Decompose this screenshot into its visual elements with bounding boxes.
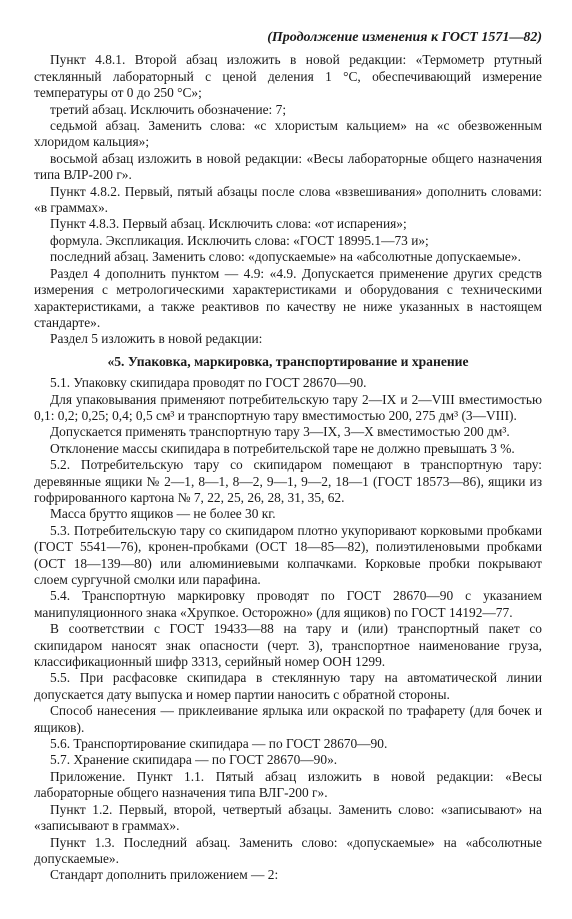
paragraph: Пункт 1.3. Последний абзац. Заменить слово: «допускаемые» на «абсолютные допускаемые». [34,834,542,866]
paragraph: формула. Экспликация. Исключить слова: «ГОСТ 18995.1—73 и»; [50,232,429,248]
paragraph: Для упаковывания применяют потребительскую тару 2—IX и 2—VIII вместимостью 0,1: 0,2; 0,25; 0,4; 0,5 см³ и транспортную тару вместимостью 200, 275 дм³ (3—VIII). [34,391,542,423]
paragraph: Пункт 1.2. Первый, второй, четвертый абзацы. Заменить слово: «записывают» на «записывают в граммах». [34,801,542,834]
paragraph: седьмой абзац. Заменить слова: «с хлористым кальцием» на «с обезвоженным хлоридом кальция»; [34,118,542,150]
paragraph: Стандарт дополнить приложением — 2: [50,867,279,883]
paragraph: Способ нанесения — приклеивание ярлыка или окраской по трафарету (для бочек и ящиков). [34,703,542,735]
paragraph: Пункт 4.8.1. Второй абзац изложить в новой редакции: «Термометр ртутный стеклянный лабораторный с ценой деления 1 °С, обеспечивающий измерение температуры от 0 до 250 °С»; [34,52,542,101]
paragraph: 5.3. Потребительскую тару со скипидаром плотно укупоривают корковыми пробками (ГОСТ 5541—76), кронен-пробками (ОСТ 18—85—82), полиэтиленовыми пробками (ОСТ 18—139—80) или алюминиевыми колпачками. Корковые пробки покрывают слоем сургучной смолки или парафина. [34,522,542,587]
paragraph: 5.2. Потребительскую тару со скипидаром помещают в транспортную тару: деревянные ящики № 2—1, 8—1, 8—2, 9—1, 9—2, 18—1 (ГОСТ 18573—86), ящики из гофрированного картона № 7, 22, 25, 26, 28, 31, 35, 62. [34,457,542,505]
paragraph: Масса брутто ящиков — не более 30 кг. [50,506,276,522]
paragraph: Пункт 4.8.3. Первый абзац. Исключить слова: «от испарения»; [50,216,407,232]
paragraph: 5.1. Упаковку скипидара проводят по ГОСТ 28670—90. [50,375,367,391]
paragraph: 5.7. Хранение скипидара — по ГОСТ 28670—90». [50,752,338,768]
paragraph: Пункт 4.8.2. Первый, пятый абзацы после слова «взвешивания» дополнить словами: «в граммах». [34,183,542,216]
paragraph: Допускается применять транспортную тару 3—IX, 3—X вместимостью 200 дм³. [50,424,510,440]
paragraph: 5.5. При расфасовке скипидара в стеклянную тару на автоматической линии допускается дату выпуска и номер партии наносить с обратной стороны. [34,670,542,702]
paragraph: восьмой абзац изложить в новой редакции: «Весы лабораторные общего назначения типа ВЛР-200 г». [34,150,542,183]
paragraph: 5.6. Транспортирование скипидара — по ГОСТ 28670—90. [50,736,388,752]
paragraph: Раздел 4 дополнить пунктом — 4.9: «4.9. Допускается применение других средств измерения с метрологическими характеристиками и оборудования с техническими характеристиками, а также реактивов по качеству не ниже указанных в настоящем стандарте». [34,265,542,330]
paragraph: Приложение. Пункт 1.1. Пятый абзац изложить в новой редакции: «Весы лабораторные общего назначения типа ВЛГ-200 г». [34,768,542,801]
paragraph: Раздел 5 изложить в новой редакции: [50,331,263,347]
paragraph: 5.4. Транспортную маркировку проводят по ГОСТ 28670—90 с указанием манипуляционного знака «Хрупкое. Осторожно» (для ящиков) по ГОСТ 14192—77. [34,588,542,620]
running-header: (Продолжение изменения к ГОСТ 1571—82) [267,30,542,45]
paragraph: третий абзац. Исключить обозначение: 7; [50,101,287,117]
paragraph: Отклонение массы скипидара в потребительской таре не должно превышать 3 %. [50,440,515,456]
paragraph: В соответствии с ГОСТ 19433—88 на тару и (или) транспортный пакет со скипидаром наносят знак опасности (черт. 3), транспортное наименование груза, классификационный шифр 3313, серийный номер ООН 1299. [34,621,542,670]
paragraph: последний абзац. Заменить слово: «допускаемые» на «абсолютные допускаемые». [50,249,521,265]
section-title: «5. Упаковка, маркировка, транспортирование и хранение [107,353,469,369]
